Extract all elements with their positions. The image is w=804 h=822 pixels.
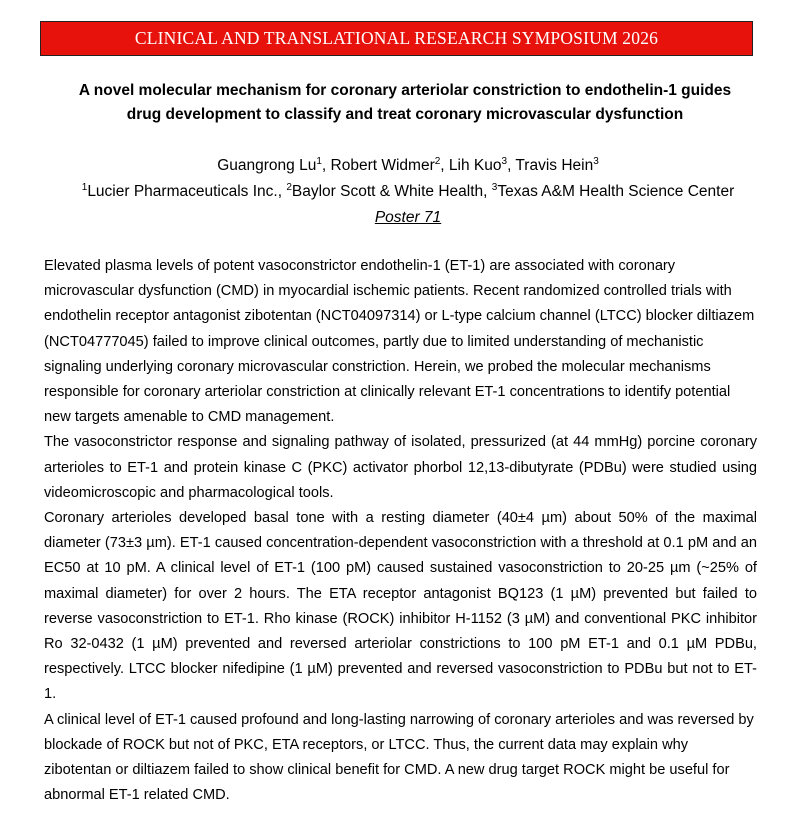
author-block [40, 153, 776, 231]
affiliation-number: 2 [286, 181, 292, 193]
affiliation-name: Baylor Scott & White Health [291, 183, 484, 200]
author-affiliation-number: 2 [434, 155, 441, 167]
symposium-banner [40, 21, 753, 56]
author-name: Travis Hein [515, 157, 594, 174]
author-affiliation-number: 3 [501, 155, 508, 167]
poster-number-row [40, 205, 776, 231]
abstract-title [40, 79, 770, 127]
title-line-1: A novel molecular mechanism for coronary arteriolar constriction to endothelin-1 guides [78, 82, 732, 99]
abstract-paragraph-conclusion: A clinical level of ET-1 caused profound and long-lasting narrowing of coronary arterioles and was reversed by blockade of ROCK but not of PKC, ETA receptors, or LTCC. Thus, the current data may explain why zibotentan or diltiazem failed to show clinical benefit for CMD. A new drug target ROCK might be useful for abnormal ET-1 related CMD. [44, 711, 754, 804]
author-list: Guangrong Lu$^1$, Robert Widmer$^2$, Lih Kuo$^3$, Travis Hein$^3$ [217, 155, 599, 174]
author-name: Robert Widmer [330, 157, 435, 174]
abstract-paragraph-methods: The vasoconstrictor response and signaling pathway of isolated, pressurized (at 44 mmHg) porcine coronary arterioles to ET-1 and protein kinase C (PKC) activator phorbol 12,13-dibutyrate (PDBu) were studied using videomicroscopic and pharmacological tools. [44, 434, 757, 501]
author-affiliation-number: 3 [593, 155, 599, 167]
affiliation-list: $^1$Lucier Pharmaceuticals Inc., $^2$Baylor Scott & White Health, $^3$Texas A&M Health Science Center [81, 181, 735, 200]
symposium-banner-text: CLINICAL AND TRANSLATIONAL RESEARCH SYMPOSIUM 2026 [134, 28, 659, 48]
author-affiliation-number: 1 [316, 155, 322, 167]
poster-number: Poster 71 [374, 209, 442, 226]
affiliation-number: 1 [81, 181, 88, 193]
affiliation-name: Texas A&M Health Science Center [497, 183, 735, 200]
abstract-paragraph-results: Coronary arterioles developed basal tone with a resting diameter (40±4 µm) about 50% of the maximal diameter (73±3 µm). ET-1 caused concentration-dependent vasoconstriction with a threshold at 0.1 pM and an EC50 at 10 pM. A clinical level of ET-1 (100 pM) caused sustained vasoconstriction to 20-25 µm (~25% of maximal diameter) for over 2 hours. The ETA receptor antagonist BQ123 (1 µM) prevented but failed to reverse vasoconstriction to ET-1. Rho kinase (ROCK) inhibitor H-1152 (3 µM) and conventional PKC inhibitor Ro 32-0432 (1 µM) prevented and reversed arteriolar constrictions to 100 pM ET-1 and 0.1 µM PDBu, respectively. LTCC blocker nifedipine (1 µM) prevented and reversed vasoconstriction to PDBu but not to ET-1. [44, 510, 757, 703]
abstract-paragraph-background: Elevated plasma levels of potent vasoconstrictor endothelin-1 (ET-1) are associated with coronary microvascular dysfunction (CMD) in myocardial ischemic patients. Recent randomized controlled trials with endothelin receptor antagonist zibotentan (NCT04097314) or L-type calcium channel (LTCC) blocker diltiazem (NCT04777045) failed to improve clinical outcomes, partly due to limited understanding of mechanistic signaling underlying coronary microvascular constriction. Herein, we probed the molecular mechanisms responsible for coronary arteriolar constriction at clinically relevant ET-1 concentrations to identify potential new targets amenable to CMD management. [44, 258, 755, 426]
abstract-body [44, 254, 757, 808]
affiliation-name: Lucier Pharmaceuticals Inc. [87, 183, 278, 200]
author-name: Guangrong Lu [217, 157, 317, 174]
title-line-2: drug development to classify and treat coronary microvascular dysfunction [126, 106, 684, 123]
affiliation-number: 3 [491, 181, 498, 193]
author-name: Lih Kuo [448, 157, 502, 174]
